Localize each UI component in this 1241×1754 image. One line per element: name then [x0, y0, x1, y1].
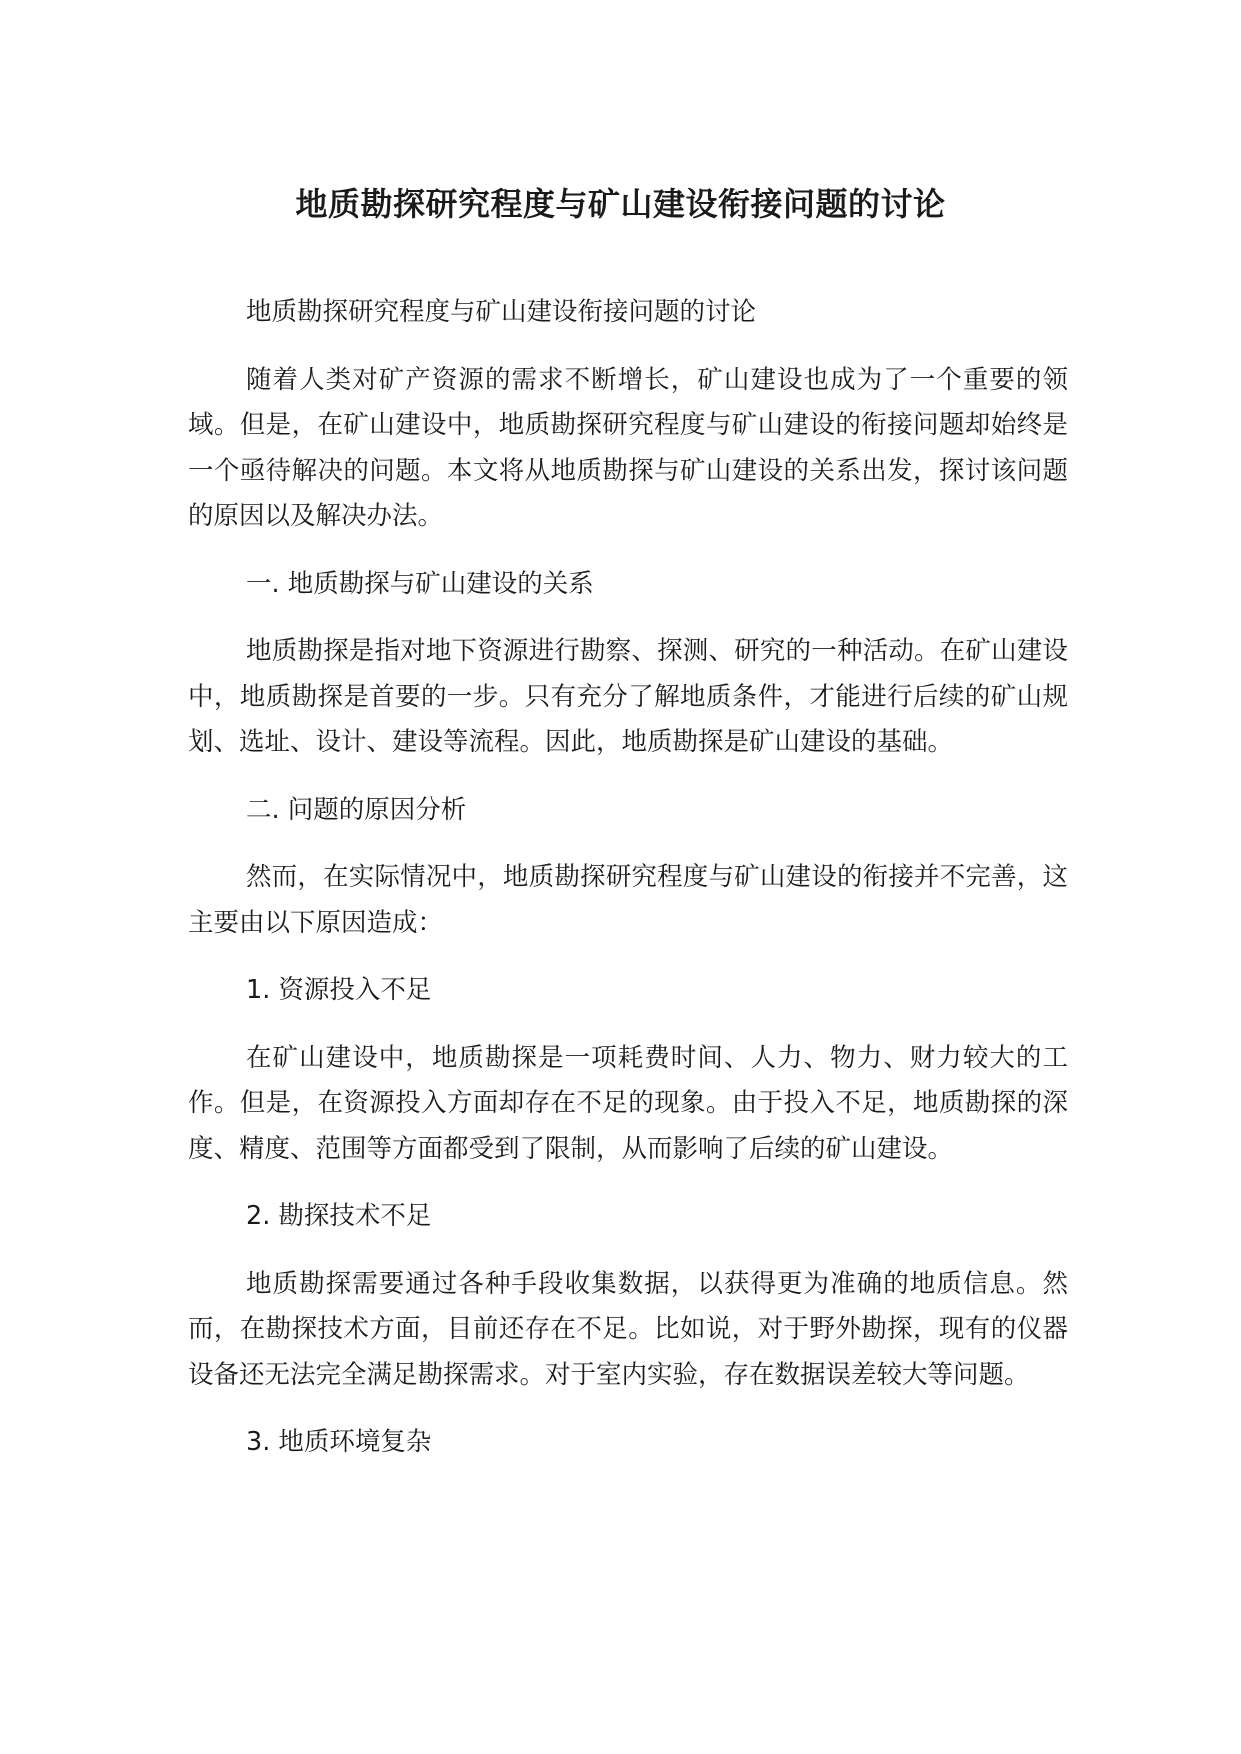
document-body: [188, 290, 1068, 1488]
intro-paragraph: 随着人类对矿产资源的需求不断增长，矿山建设也成为了一个重要的领域。但是，在矿山建设中，地质勘探研究程度与矿山建设的衔接问题却始终是一个亟待解决的问题。本文将从地质勘探与矿山建设的关系出发，探讨该问题的原因以及解决办法。: [188, 364, 1068, 531]
section-2-heading: 二. 问题的原因分析: [246, 794, 467, 825]
item-2-heading: 2. 勘探技术不足: [246, 1201, 432, 1231]
item-1-heading: 1. 资源投入不足: [246, 975, 432, 1005]
section-2-paragraph: 然而，在实际情况中，地质勘探研究程度与矿山建设的衔接并不完善，这主要由以下原因造成：: [188, 862, 1068, 938]
section-1-heading: 一. 地质勘探与矿山建设的关系: [246, 568, 594, 599]
item-3-heading: 3. 地质环境复杂: [246, 1427, 432, 1457]
document-subtitle: 地质勘探研究程度与矿山建设衔接问题的讨论: [246, 297, 757, 327]
document-title: 地质勘探研究程度与矿山建设衔接问题的讨论: [295, 185, 946, 223]
item-1-paragraph: 在矿山建设中，地质勘探是一项耗费时间、人力、物力、财力较大的工作。但是，在资源投入方面却存在不足的现象。由于投入不足，地质勘探的深度、精度、范围等方面都受到了限制，从而影响了后续的矿山建设。: [188, 1042, 1068, 1164]
section-1-paragraph: 地质勘探是指对地下资源进行勘察、探测、研究的一种活动。在矿山建设中，地质勘探是首要的一步。只有充分了解地质条件，才能进行后续的矿山规划、选址、设计、建设等流程。因此，地质勘探是矿山建设的基础。: [188, 636, 1068, 757]
item-2-paragraph: 地质勘探需要通过各种手段收集数据，以获得更为准确的地质信息。然而，在勘探技术方面，目前还存在不足。比如说，对于野外勘探，现有的仪器设备还无法完全满足勘探需求。对于室内实验，存在数据误差较大等问题。: [188, 1268, 1068, 1390]
